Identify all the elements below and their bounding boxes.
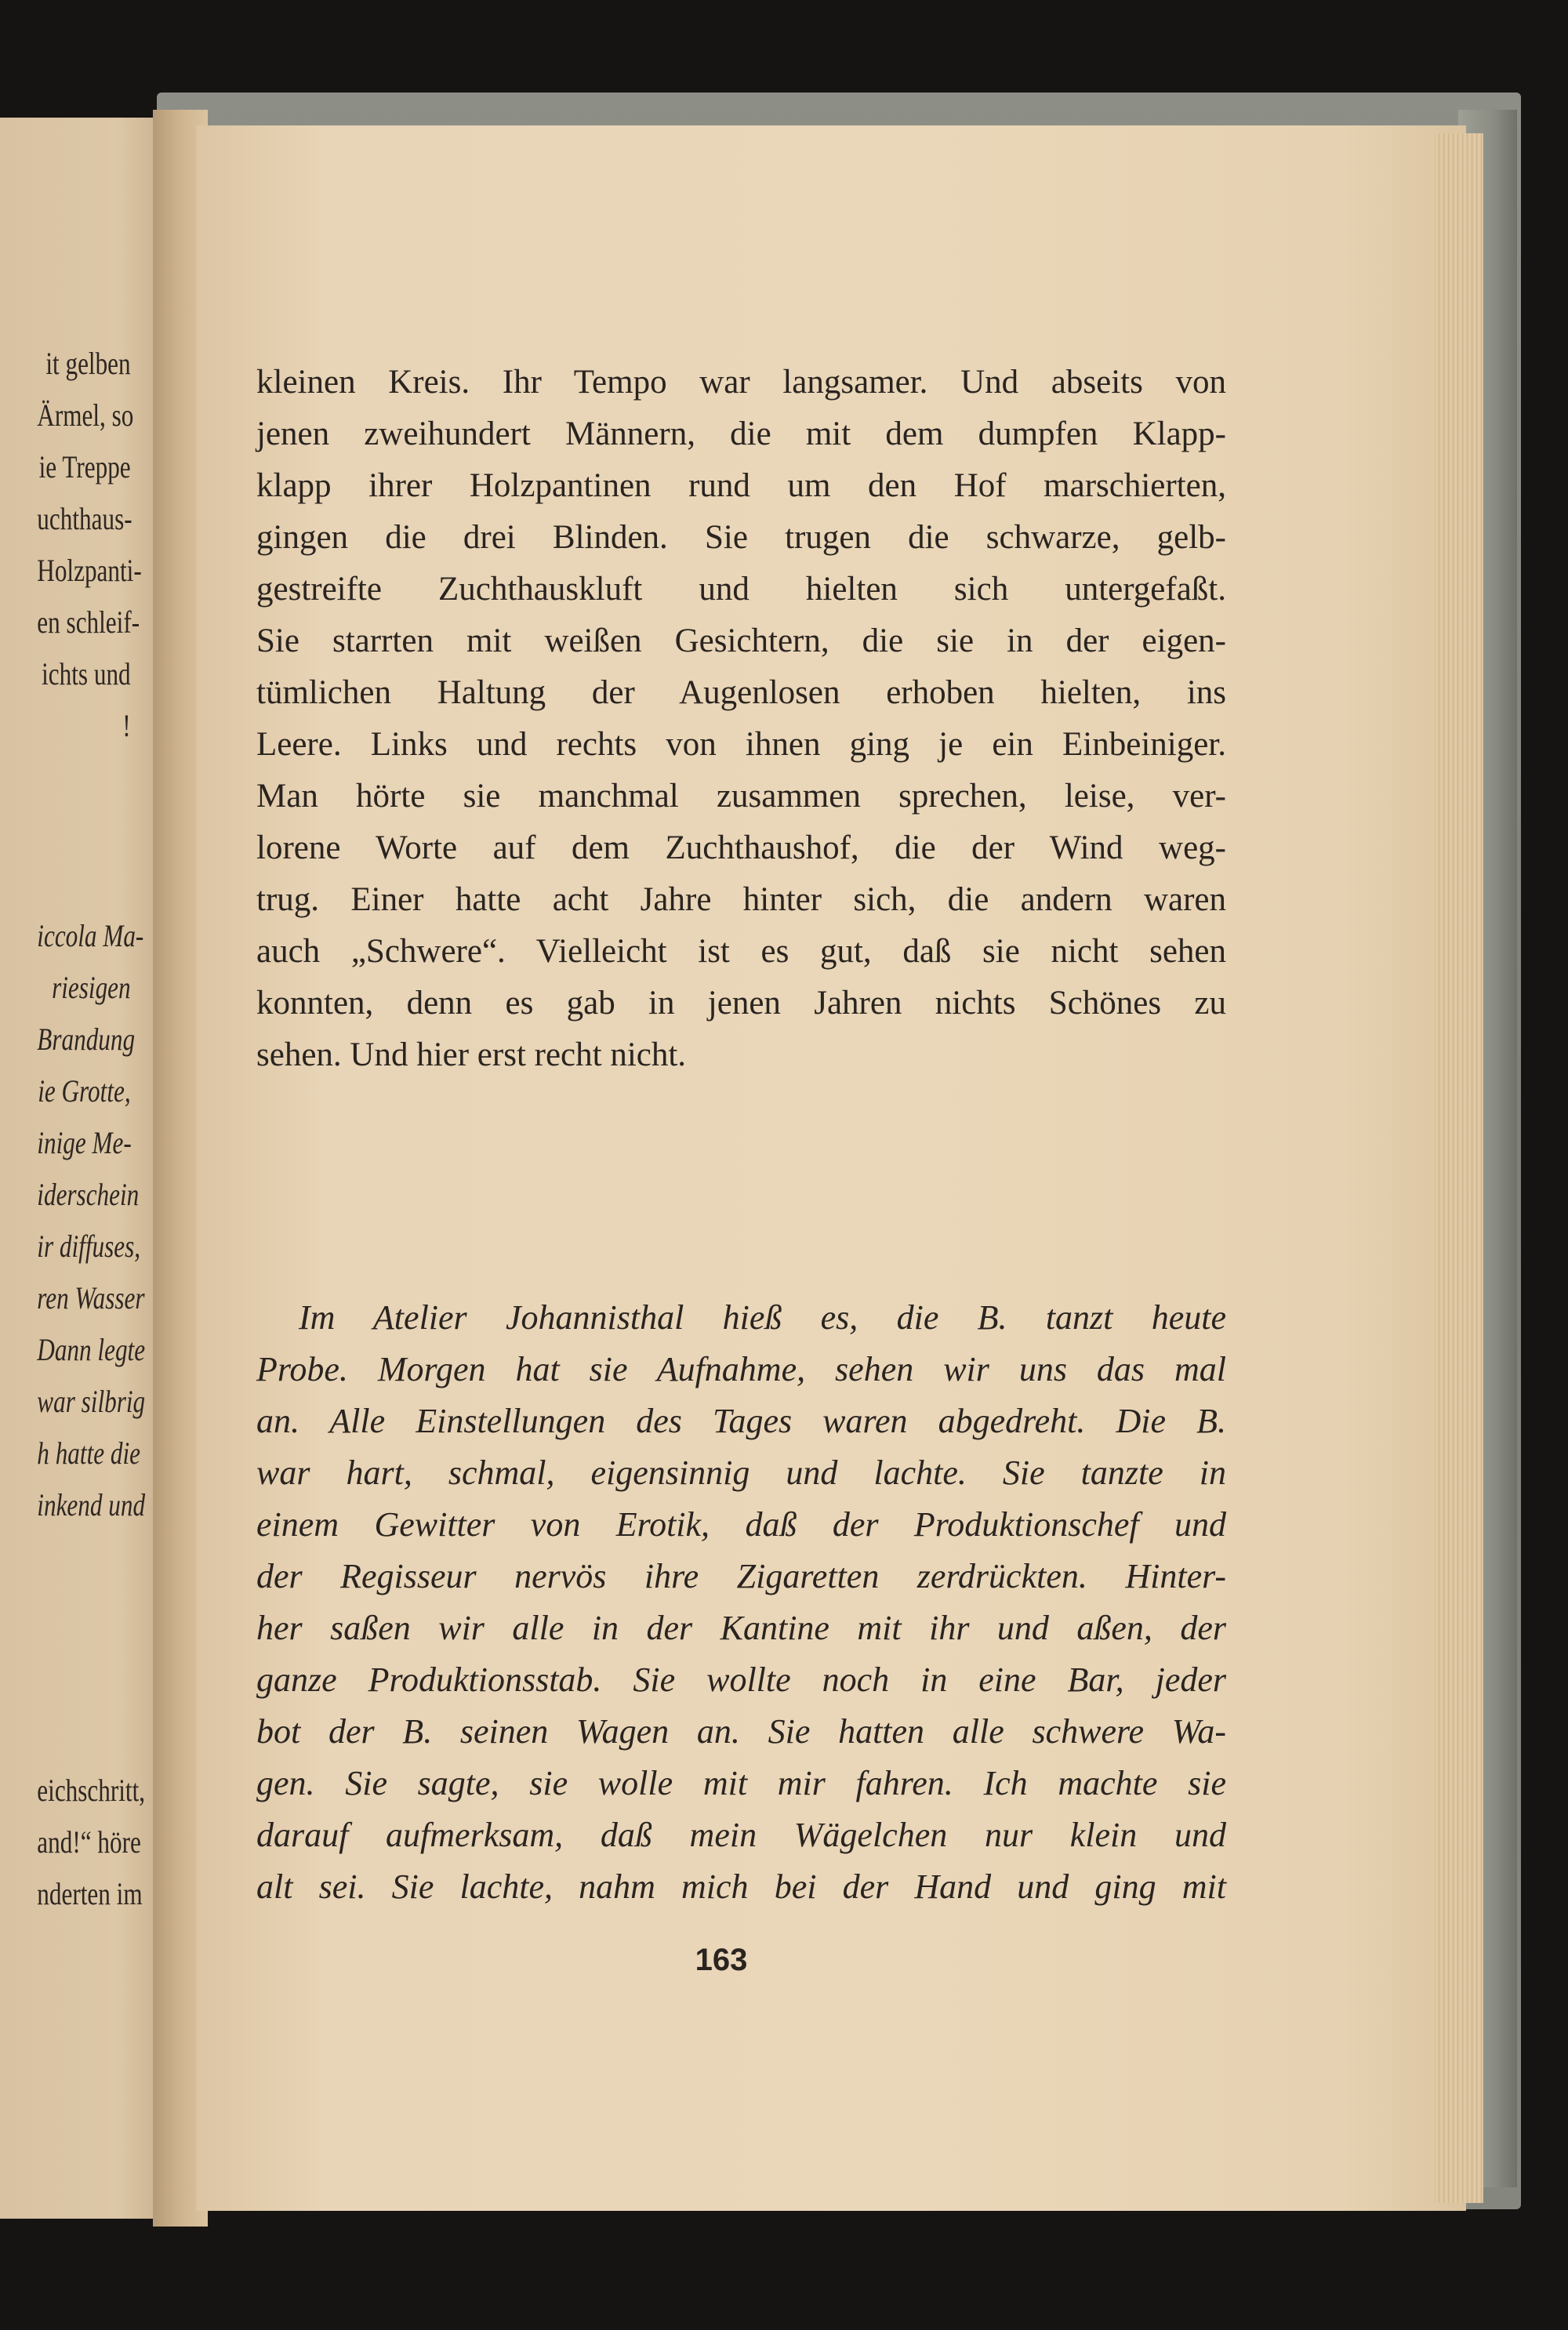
left-page-line: ie Grotte, — [38, 1073, 131, 1109]
left-page-line: nderten im — [37, 1876, 143, 1911]
left-page-line: Dann legte — [37, 1332, 146, 1367]
text-line: an. Alle Einstellungen des Tages waren abgedreht. Die B. — [256, 1402, 1226, 1440]
text-line: her saßen wir alle in der Kantine mit ihr und aßen, der — [256, 1609, 1226, 1647]
text-line: Sie starrten mit weißen Gesichtern, die sie in der eigen- — [256, 622, 1226, 659]
text-line: der Regisseur nervös ihre Zigaretten zerdrückten. Hinter- — [256, 1557, 1226, 1595]
text-line: trug. Einer hatte acht Jahre hinter sich, die andern waren — [256, 881, 1226, 918]
text-line: Probe. Morgen hat sie Aufnahme, sehen wir uns das mal — [256, 1350, 1226, 1388]
left-page-line: it gelben — [45, 346, 131, 381]
text-line: gen. Sie sagte, sie wolle mit mir fahren. Ich machte sie — [256, 1764, 1226, 1802]
paragraph-2 — [256, 1292, 1226, 1913]
left-page-line: ichts und — [42, 656, 131, 691]
text-line: einem Gewitter von Erotik, daß der Produktionschef und — [256, 1505, 1226, 1544]
text-line: konnten, denn es gab in jenen Jahren nichts Schönes zu — [256, 985, 1226, 1022]
text-line: kleinen Kreis. Ihr Tempo war langsamer. Und abseits von — [256, 364, 1226, 401]
left-page-line: and!“ höre — [37, 1824, 141, 1860]
text-line: lorene Worte auf dem Zuchthaushof, die der Wind weg- — [256, 829, 1226, 866]
text-line: darauf aufmerksam, daß mein Wägelchen nur klein und — [256, 1816, 1226, 1854]
paragraph-1 — [256, 357, 1226, 1081]
left-page-line: Ärmel, so — [37, 397, 134, 433]
left-page-line: ir diffuses, — [37, 1229, 141, 1264]
left-page-line: ie Treppe — [38, 449, 131, 485]
left-page-line: h hatte die — [37, 1435, 141, 1471]
page-stack-edge — [1435, 133, 1483, 2203]
text-line: war hart, schmal, eigensinnig und lachte. Sie tanzte in — [256, 1454, 1226, 1492]
text-line: Leere. Links und rechts von ihnen ging je ein Einbeiniger. — [256, 726, 1226, 763]
text-line: jenen zweihundert Männern, die mit dem dumpfen Klapp- — [256, 416, 1226, 452]
left-page-line: inkend und — [37, 1487, 146, 1522]
text-line: gestreifte Zuchthauskluft und hielten sich untergefaßt. — [256, 571, 1226, 608]
left-page-line: uchthaus- — [37, 501, 132, 536]
previous-page-fragment — [0, 118, 169, 2219]
left-page-line: riesigen — [52, 970, 131, 1005]
left-page-line: iccola Ma- — [37, 918, 144, 953]
left-page-line: eichschritt, — [37, 1773, 146, 1808]
text-line: gingen die drei Blinden. Sie trugen die schwarze, gelb- — [256, 519, 1226, 556]
text-line: Man hörte sie manchmal zusammen sprechen, leise, ver- — [256, 778, 1226, 815]
text-line: alt sei. Sie lachte, nahm mich bei der Hand und ging mit — [256, 1867, 1226, 1906]
text-line: tümlichen Haltung der Augenlosen erhoben hielten, ins — [256, 674, 1226, 711]
text-line: Im Atelier Johannisthal hieß es, die B. tanzt heute — [299, 1298, 1226, 1337]
left-page-line: ! — [122, 708, 131, 743]
text-line: ganze Produktionsstab. Sie wollte noch in eine Bar, jeder — [256, 1660, 1226, 1699]
left-page-line: Holzpanti- — [37, 553, 142, 588]
left-page-line: iderschein — [37, 1177, 140, 1212]
page-number: 163 — [695, 1943, 748, 1977]
text-line: auch „Schwere“. Vielleicht ist es gut, daß sie nicht sehen — [256, 933, 1226, 970]
text-line: sehen. Und hier erst recht nicht. — [256, 1036, 687, 1073]
left-page-line: ren Wasser — [37, 1280, 145, 1316]
left-page-line: war silbrig — [37, 1384, 146, 1419]
text-line: klapp ihrer Holzpantinen rund um den Hof marschierten, — [256, 467, 1226, 504]
left-page-line: Brandung — [37, 1022, 136, 1057]
left-page-line: inige Me- — [37, 1125, 132, 1160]
left-page-line: en schleif- — [37, 604, 140, 640]
text-line: bot der B. seinen Wagen an. Sie hatten alle schwere Wa- — [256, 1712, 1226, 1751]
